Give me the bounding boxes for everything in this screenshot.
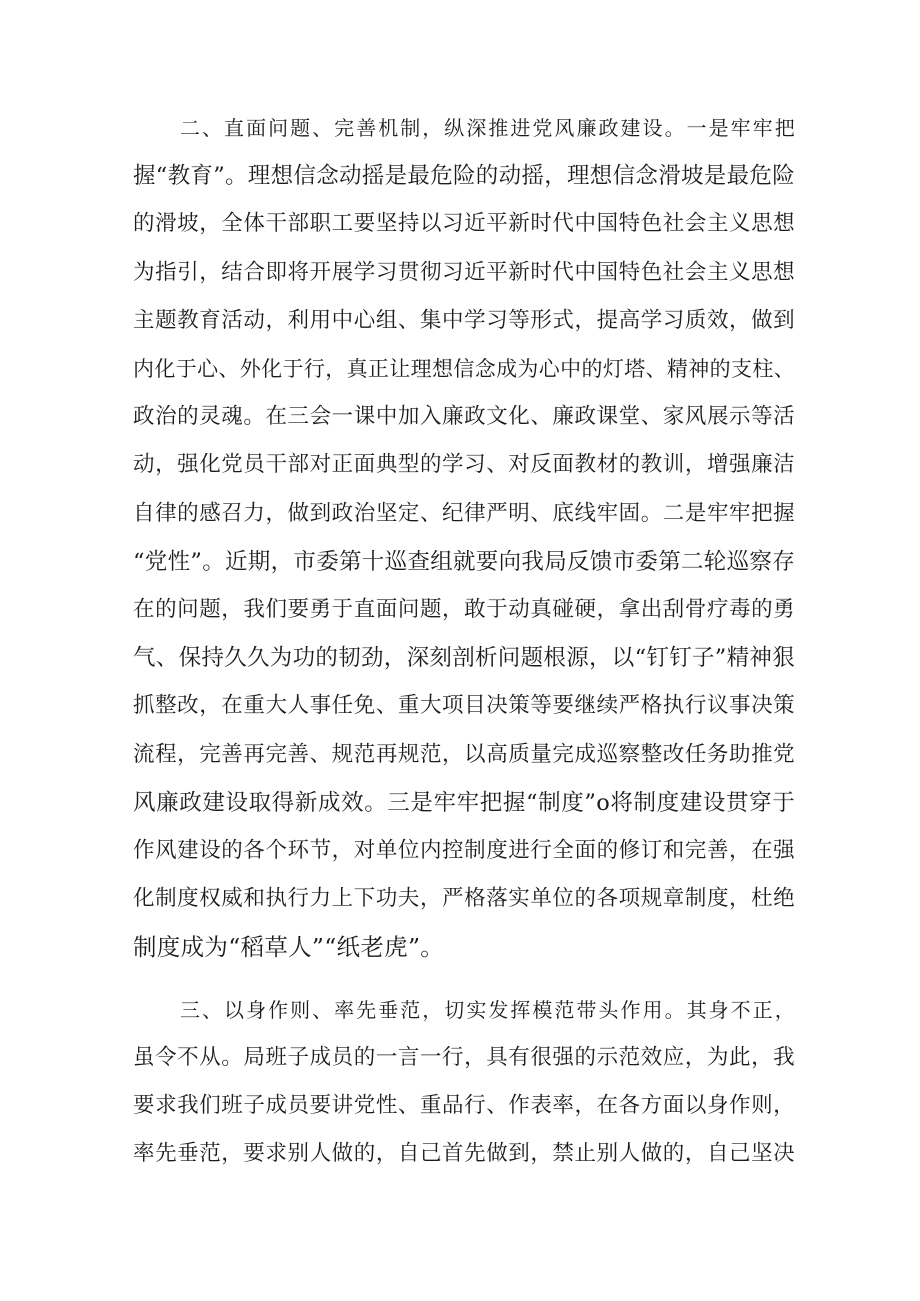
paragraph-gap	[133, 972, 795, 986]
paragraph-section-three	[133, 986, 795, 1179]
text-line: 风廉政建设取得新成效。三是牢牢把握“制度”o将制度建设贯穿于	[133, 789, 795, 816]
text-line: 的滑坡，全体干部职工要坚持以习近平新时代中国特色社会主义思想	[133, 211, 795, 237]
text-line: 二、直面问题、完善机制，纵深推进党风廉政建设。一是牢牢把	[180, 116, 795, 140]
text-line: 要求我们班子成员要讲党性、重品行、作表率，在各方面以身作则，	[133, 1093, 795, 1119]
text-line: 制度成为“稻草人”“纸老虎”。	[133, 933, 445, 962]
text-line: 抓整改，在重大人事任免、重大项目决策等要继续严格执行议事决策	[133, 693, 795, 719]
text-line: 三、以身作则、率先垂范，切实发挥模范带头作用。其身不正，	[180, 997, 795, 1022]
text-line: 为指引，结合即将开展学习贯彻习近平新时代中国特色社会主义思想	[133, 259, 795, 285]
text-line: 在的问题，我们要勇于直面问题，敢于动真碰硬，拿出刮骨疗毒的勇	[133, 597, 795, 623]
text-line: “党性”。近期，市委第十巡查组就要向我局反馈市委第二轮巡察存	[133, 548, 796, 575]
text-line: 握“教育”。理想信念动摇是最危险的动摇，理想信念滑坡是最危险	[133, 163, 796, 190]
text-line: 作风建设的各个环节，对单位内控制度进行全面的修订和完善，在强	[133, 838, 795, 864]
text-line: 内化于心、外化于行，真正让理想信念成为心中的灯塔、精神的支柱、	[133, 357, 795, 382]
text-line: 虽令不从。局班子成员的一言一行，具有很强的示范效应，为此，我	[133, 1044, 795, 1070]
text-line: 流程，完善再完善、规范再规范，以高质量完成巡察整改任务助推党	[133, 741, 795, 767]
text-line: 化制度权威和执行力上下功夫，严格落实单位的各项规章制度，杜绝	[133, 886, 795, 912]
document-body	[133, 104, 795, 1178]
text-line: 自律的感召力，做到政治坚定、纪律严明、底线牢固。二是牢牢把握	[133, 500, 795, 526]
text-line: 政治的灵魂。在三会一课中加入廉政文化、廉政课堂、家风展示等活	[133, 404, 795, 430]
paragraph-section-two	[133, 104, 795, 972]
text-line: 率先垂范，要求别人做的，自己首先做到，禁止别人做的，自己坚决	[133, 1141, 795, 1167]
text-line: 气、保持久久为功的韧劲，深刻剖析问题根源，以“钉钉子”精神狠	[133, 645, 796, 672]
text-line: 动，强化党员干部对正面典型的学习、对反面教材的教训，增强廉洁	[133, 452, 795, 478]
text-line: 主题教育活动，利用中心组、集中学习等形式，提高学习质效，做到	[133, 307, 795, 333]
